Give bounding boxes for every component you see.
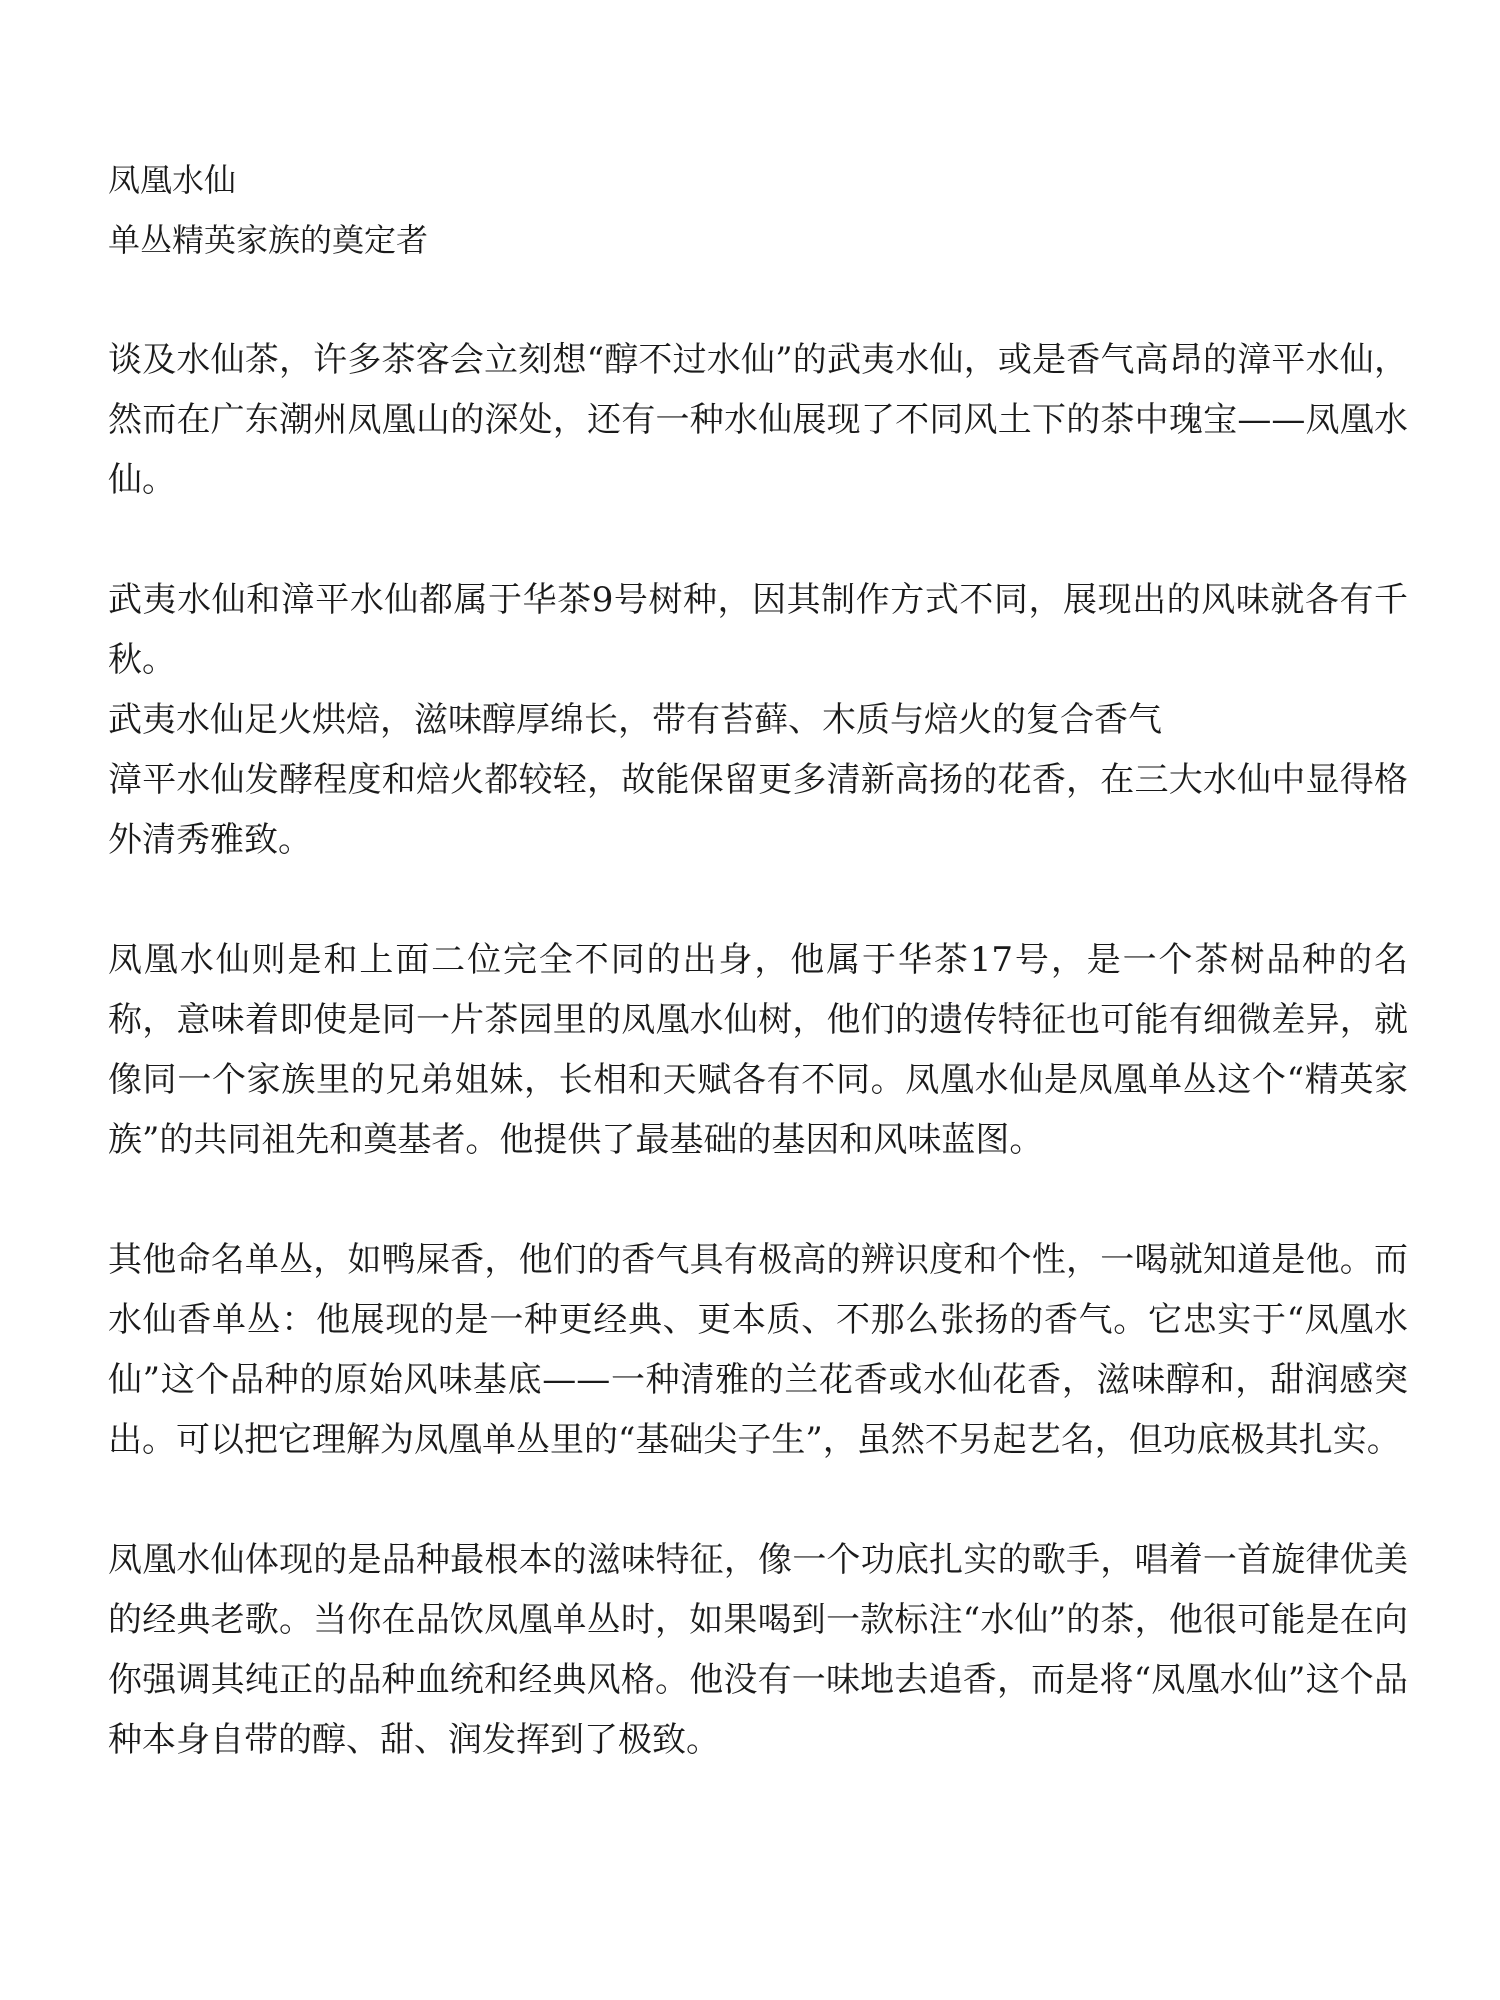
paragraph-other-dancong: 其他命名单丛，如鸭屎香，他们的香气具有极高的辨识度和个性，一喝就知道是他。而水仙香单丛：他展现的是一种更经典、更本质、不那么张扬的香气。它忠实于“凤凰水仙”这个品种的原始风味基底——一种清雅的兰花香或水仙花香，滋味醇和，甜润感突出。可以把它理解为凤凰单丛里的“基础尖子生”，虽然不另起艺名，但功底极其扎实。 [108,1240,1408,1460]
paragraph-conclusion: 凤凰水仙体现的是品种最根本的滋味特征，像一个功底扎实的歌手，唱着一首旋律优美的经典老歌。当你在品饮凤凰单丛时，如果喝到一款标注“水仙”的茶，他很可能是在向你强调其纯正的品种血统和经典风格。他没有一味地去追香，而是将“凤凰水仙”这个品种本身自带的醇、甜、润发挥到了极致。 [108,1540,1408,1760]
document-subtitle: 单丛精英家族的奠定者 [108,221,429,259]
paragraph-wuyi-line: 武夷水仙足火烘焙，滋味醇厚绵长，带有苔藓、木质与焙火的复合香气 [108,700,1162,740]
document-page [108,150,1408,1830]
paragraph-comparison-line: 武夷水仙和漳平水仙都属于华茶9号树种，因其制作方式不同，展现出的风味就各有千秋。 [108,580,1408,680]
paragraph-comparison [108,570,1408,870]
document-title: 凤凰水仙 [108,161,237,199]
paragraph-intro: 谈及水仙茶，许多茶客会立刻想“醇不过水仙”的武夷水仙，或是香气高昂的漳平水仙，然而在广东潮州凤凰山的深处，还有一种水仙展现了不同风土下的茶中瑰宝——凤凰水仙。 [108,340,1408,500]
paragraph-zhangping-line: 漳平水仙发酵程度和焙火都较轻，故能保留更多清新高扬的花香，在三大水仙中显得格外清秀雅致。 [108,760,1408,860]
paragraph-fenghuang-origin: 凤凰水仙则是和上面二位完全不同的出身，他属于华茶17号，是一个茶树品种的名称，意味着即使是同一片茶园里的凤凰水仙树，他们的遗传特征也可能有细微差异，就像同一个家族里的兄弟姐妹，长相和天赋各有不同。凤凰水仙是凤凰单丛这个“精英家族”的共同祖先和奠基者。他提供了最基础的基因和风味蓝图。 [108,940,1408,1160]
